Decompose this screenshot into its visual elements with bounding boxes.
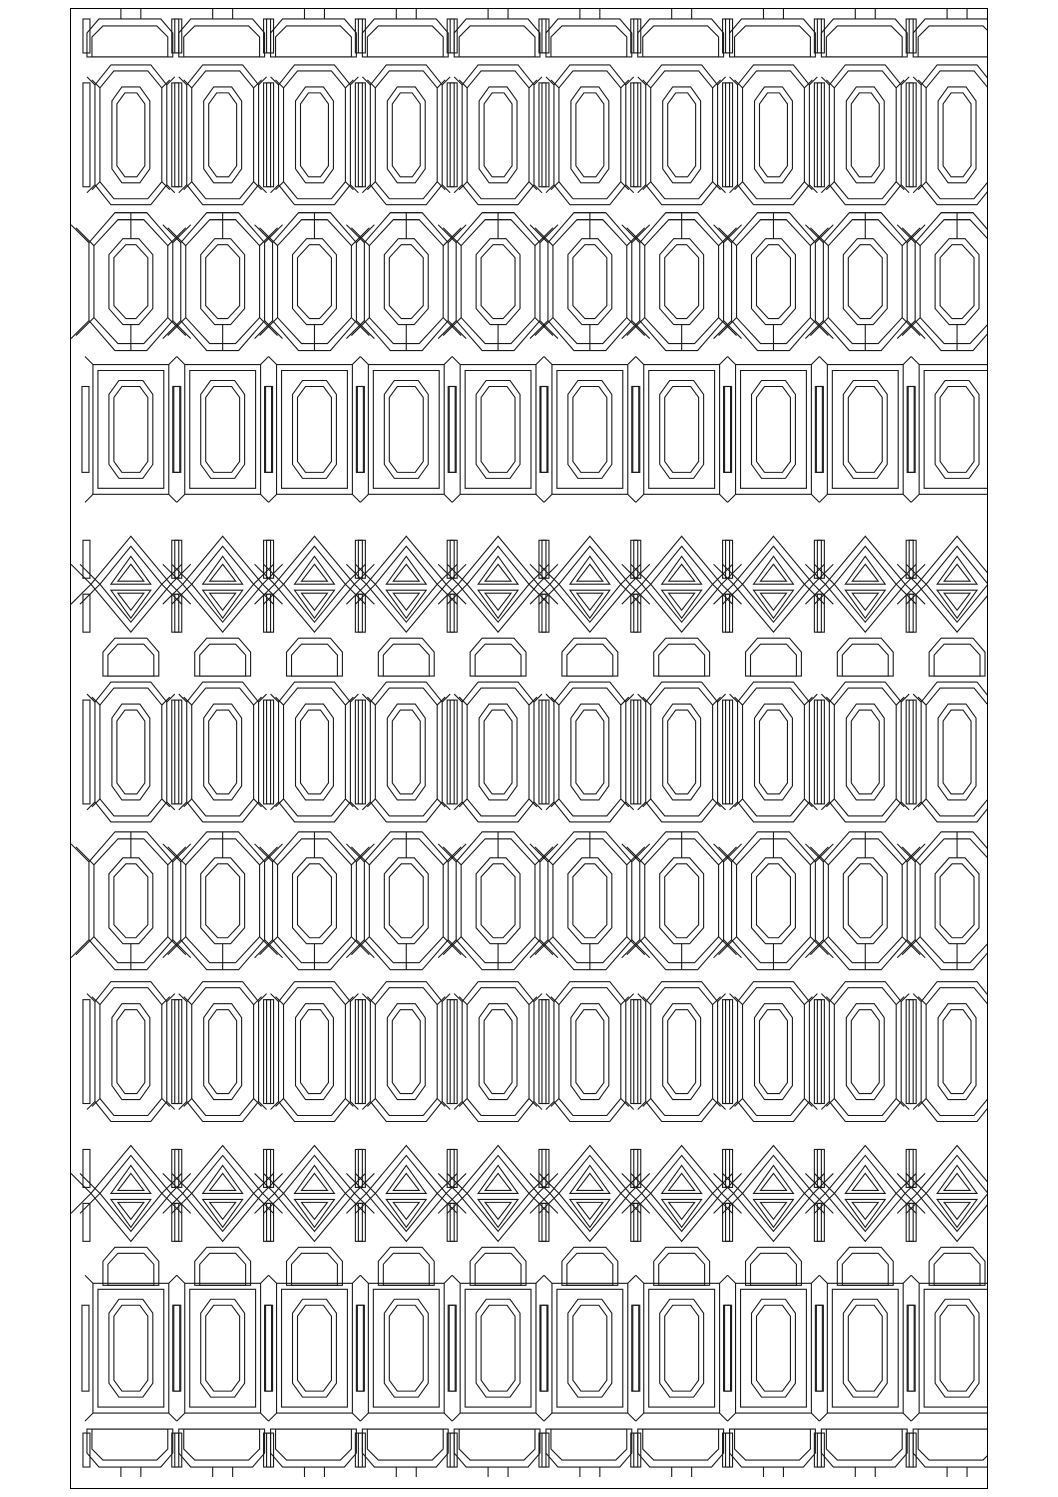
band-hex-3 xyxy=(83,982,987,1122)
band-cap-bottom xyxy=(83,1429,987,1477)
band-octagon-1 xyxy=(71,213,987,351)
pattern-artboard xyxy=(70,8,988,1489)
band-star-2 xyxy=(71,1145,987,1285)
band-star-1 xyxy=(71,536,987,676)
band-hex-1 xyxy=(83,65,987,205)
lattice-pattern-drawing xyxy=(71,9,987,1488)
band-cap-top xyxy=(83,9,987,57)
band-octagon-2 xyxy=(71,832,987,970)
band-cross-2 xyxy=(82,1275,987,1421)
band-cross-1 xyxy=(82,357,987,503)
band-hex-2 xyxy=(83,682,987,822)
